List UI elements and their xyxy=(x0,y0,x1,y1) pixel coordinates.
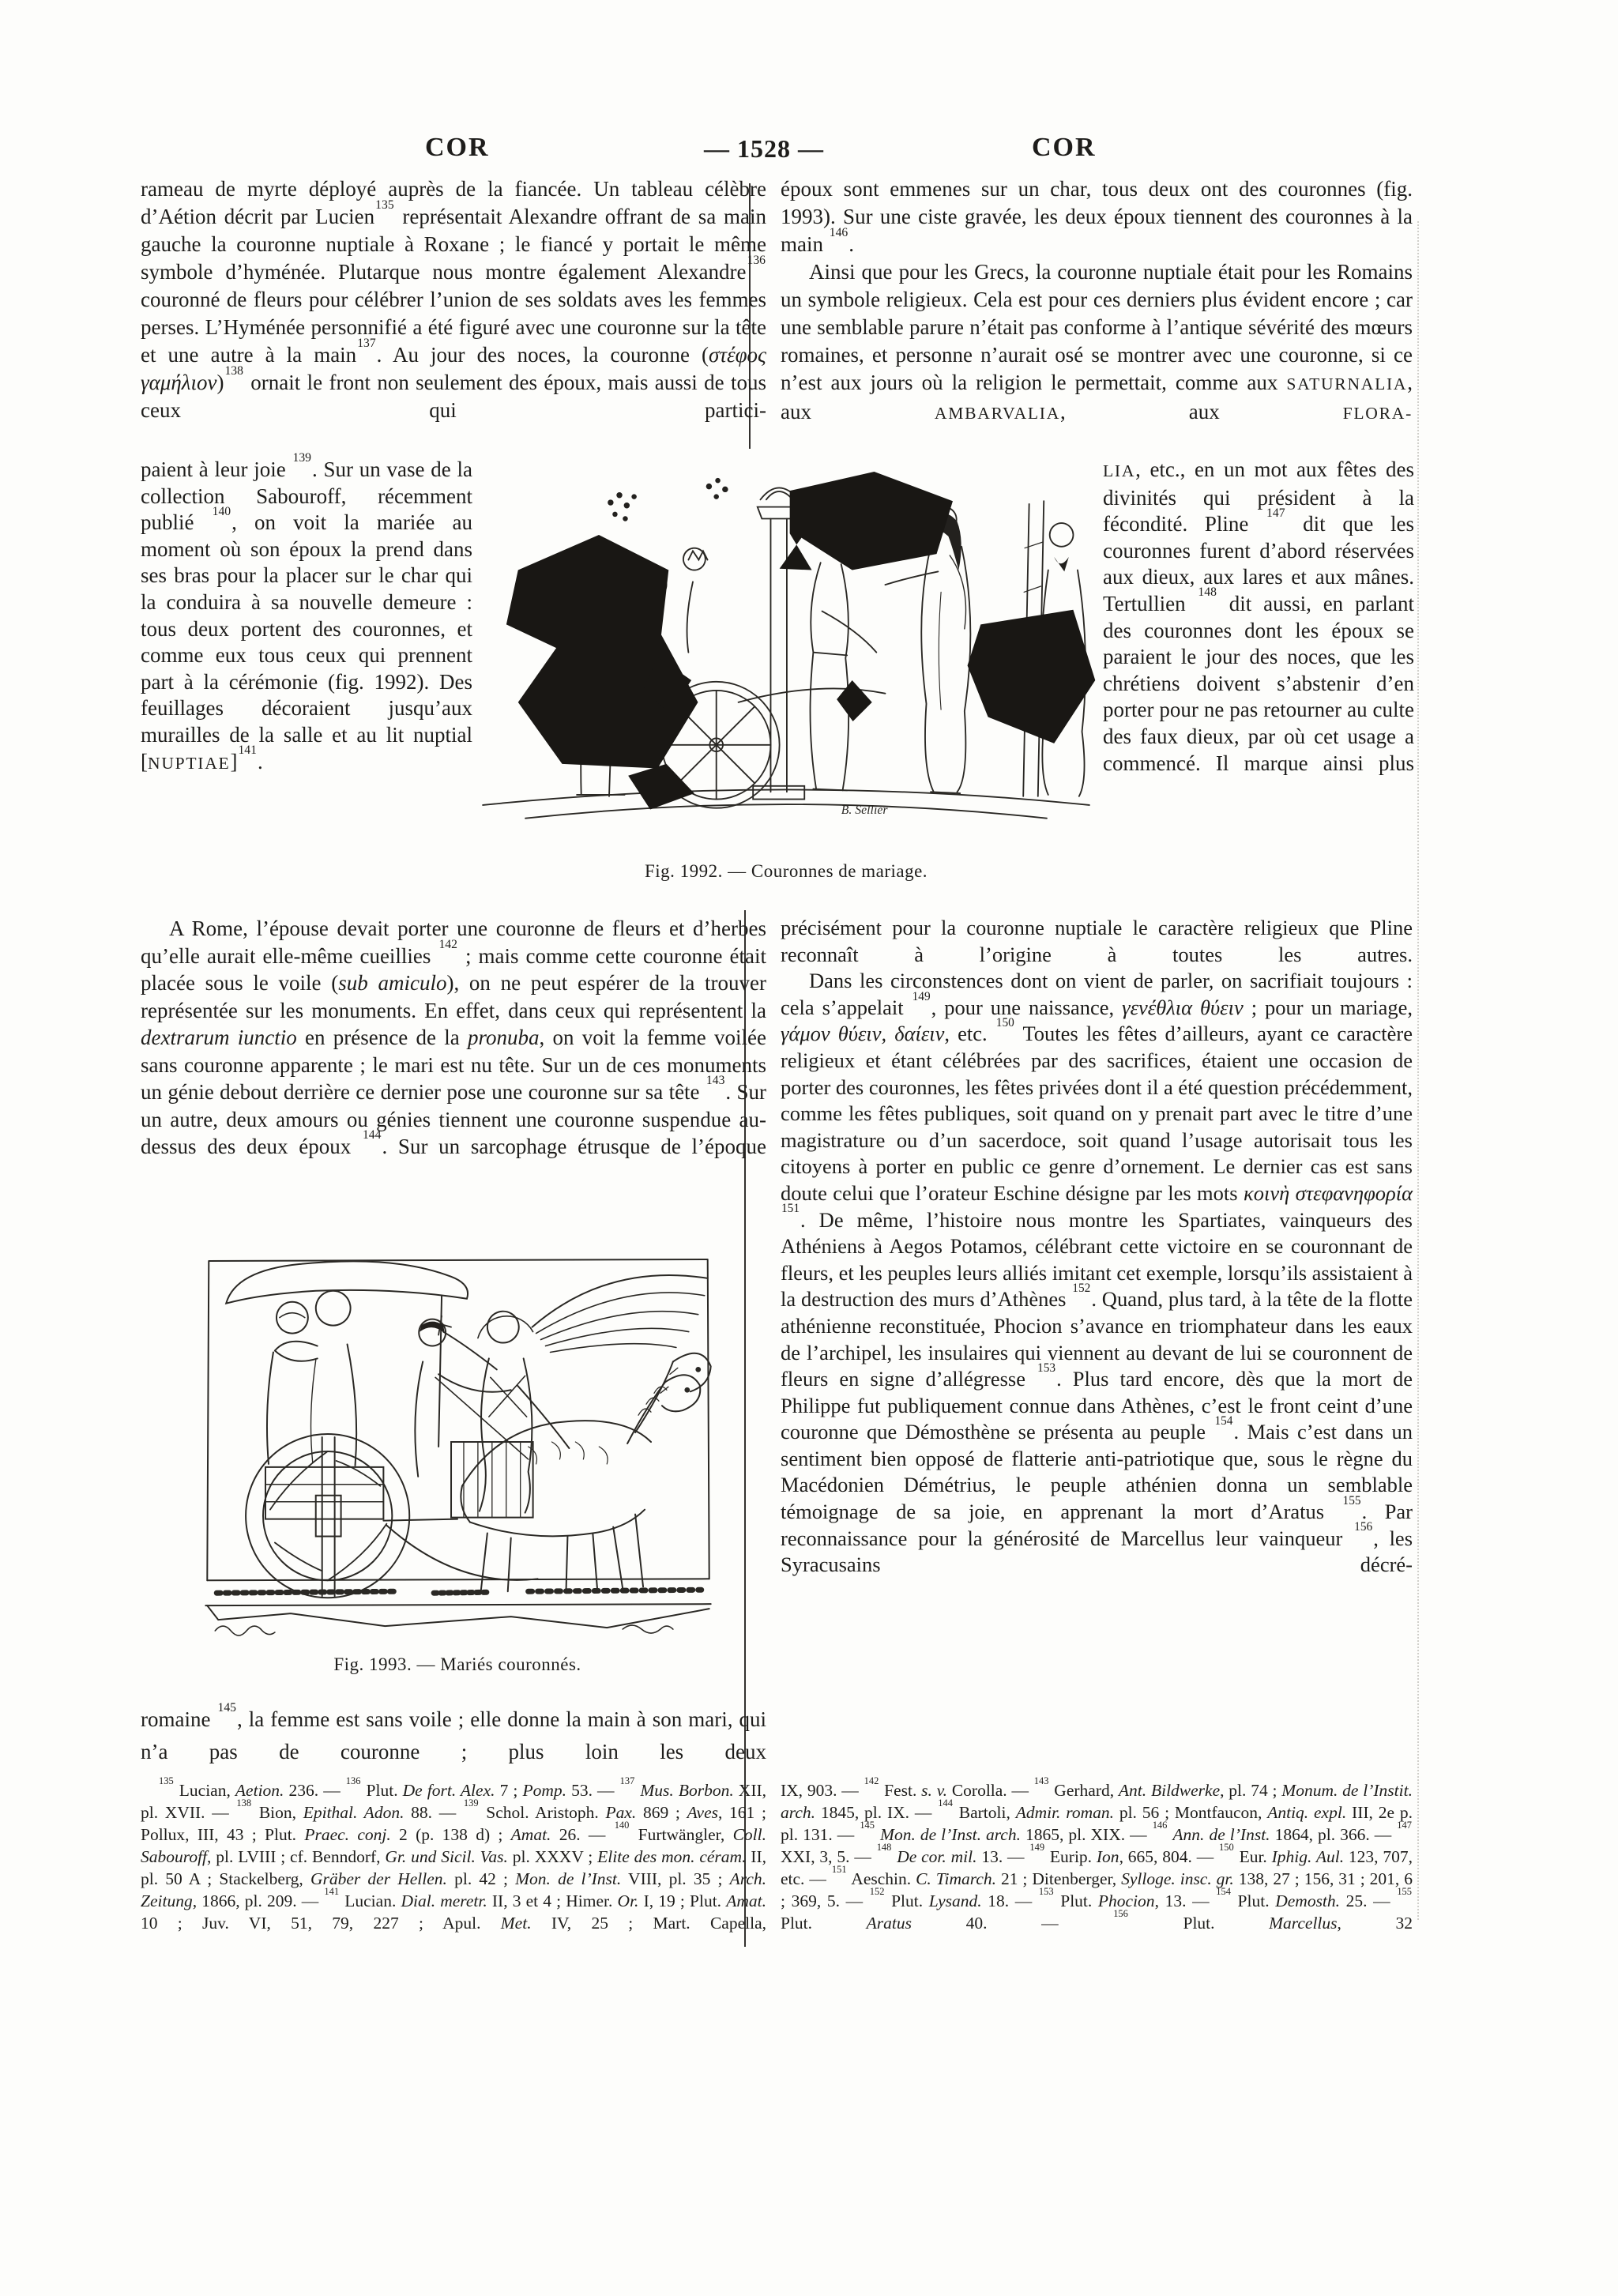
paragraph: Ainsi que pour les Grecs, la couronne nuptiale était pour les Romains un symbole religieux. Cela est pour ces derniers plus évident encore ; car une semblable parure n’était pas conforme à l’antique sévérité des mœurs romaines, et personne n’aurait osé se montrer avec une couronne, si ce n’est aux jours où la religion le permettait, comme aux SATURNALIA, aux AMBARVALIA, aux FLORA- xyxy=(781,260,1413,423)
paragraph: LIA, etc., en un mot aux fêtes des divinités qui président à la fécondité. Pline $^{147}$ dit que les couronnes furent d’abord réservées aux dieux, aux lares et aux mânes. Tertullien $^{148}$ dit aussi, en parlant des couronnes dont les époux se paraient le jour des noces, que les chrétiens doivent s’abstenir d’en porter pour ne pas retourner au culte des faux dieux, par où cet usage a commencé. Il marque ainsi plus xyxy=(1103,457,1414,775)
paragraph: Dans les circonstences dont on vient de parler, on sacrifiait toujours : cela s’appelait $^{149}$, pour une naissance, γενέθλια θύειν ; pour un mariage, γάμον θύειν, δαίειν, etc. $^{150}$ Toutes les fêtes d’ailleurs, ayant ce caractère religieux et étant célébrées par des sacrifices, étaient une occasion de porter des couronnes, les fêtes privées dont il a été question précédemment, comme les fêtes publiques, soit quand on y prenait part avec le titre d’une magistrature ou d’un sacerdoce, soit quand l’usage autorisait tous les citoyens à porter en public ce genre d’ornement. Le dernier cas est sans doute celui que l’orateur Eschine désigne par les mots κοινὴ στεφανηφορία $^{151}$. De même, l’histoire nous montre les Spartiates, vainqueurs des Athéniens à Aegos Potamos, célébrant cette victoire en se couronnant de fleurs, et les peuples leurs alliés imitant cet exemple, lorsqu’ils assistaient à la destruction des murs d’Athènes $^{152}$. Quand, plus tard, à la tête de la flotte athénienne reconstituée, Phocion s’avance en triomphateur dans les eaux de l’archipel, les insulaires qui viennent au devant de lui se couronnent de fleurs en signe d’allégresse $^{153}$. Plus tard encore, dès que la mort de Philippe fut publiquement connue dans Athènes, c’est le front ceint d’une couronne que Démosthène se présenta au peuple $^{154}$. Mais c’est dans un sentiment bien opposé de flatterie anti-patriotique que, sous le règne du Macédonien Démétrius, le peuple athénien donna un semblable témoignage de sa joie, en apprenant la mort d’Aratus $^{155}$. Par reconnaissance pour la générosité de Marcellus leur vainqueur $^{156}$, les Syracusains décré- xyxy=(781,969,1413,1577)
footnote-block: IX, 903. — $^{142}$ Fest. s. v. Corolla. — $^{143}$ Gerhard, Ant. Bildwerke, pl. 74 ; Monum. de l’Instit. arch. 1845, pl. IX. — $^{144}$ Bartoli, Admir. roman. pl. 56 ; Montfaucon, Antiq. expl. III, 2e p. pl. 131. — $^{145}$ Mon. de l’Inst. arch. 1865, pl. XIX. — $^{146}$ Ann. de l’Inst. 1864, pl. 366. — $^{147}$ XXI, 3, 5. — $^{148}$ De cor. mil. 13. — $^{149}$ Eurip. Ion, 665, 804. — $^{150}$ Eur. Iphig. Aul. 123, 707, etc. — $^{151}$ Aeschin. C. Timarch. 21 ; Ditenberger, Sylloge. insc. gr. 138, 27 ; 156, 31 ; 201, 6 ; 369, 5. — $^{152}$ Plut. Lysand. 18. — $^{153}$ Plut. Phocion, 13. — $^{154}$ Plut. Demosth. 25. — $^{155}$ Plut. Aratus 40. — $^{156}$ Plut. Marcellus, 32 xyxy=(781,1775,1413,1933)
left-column-middle-paragraph xyxy=(141,915,766,1161)
running-head-right: COR xyxy=(1032,133,1097,162)
right-column-top-paragraphs xyxy=(781,175,1413,427)
left-narrow-column xyxy=(141,451,472,777)
footnote-block: $^{135}$ Lucian, Aetion. 236. — $^{136}$ Plut. De fort. Alex. 7 ; Pomp. 53. — $^{137}$ Mus. Borbon. XII, pl. XVII. — $^{138}$ Bion, Epithal. Adon. 88. — $^{139}$ Schol. Aristoph. Pax. 869 ; Aves, 161 ; Pollux, III, 43 ; Plut. Praec. conj. 2 (p. 138 d) ; Amat. 26. — $^{140}$ Furtwängler, Coll. Sabouroff, pl. LVIII ; cf. Benndorf, Gr. und Sicil. Vas. pl. XXXV ; Elite des mon. céram. II, pl. 50 A ; Stackelberg, Gräber der Hellen. pl. 42 ; Mon. de l’Inst. VIII, pl. 35 ; Arch. Zeitung, 1866, pl. 209. — $^{141}$ Lucian. Dial. meretr. II, 3 et 4 ; Himer. Or. I, 19 ; Plut. Amat. 10 ; Juv. VI, 51, 79, 227 ; Apul. Met. IV, 25 ; Mart. Capella, xyxy=(141,1775,767,1933)
paragraph: époux sont emmenes sur un char, tous deux ont des couronnes (fig. 1993). Sur une ciste gravée, les deux époux tiennent des couronnes à la main $^{146}$. xyxy=(781,177,1413,256)
scan-edge-artifact xyxy=(1417,221,1420,1920)
left-column-top-paragraph xyxy=(141,175,766,424)
left-column-after-figure xyxy=(141,1703,766,1768)
figure-1992-caption: Fig. 1992. — Couronnes de mariage. xyxy=(644,861,928,881)
page-number: — 1528 — xyxy=(704,134,824,163)
footnotes-right xyxy=(781,1775,1413,1934)
right-narrow-column xyxy=(1103,457,1414,777)
figure-1993-caption: Fig. 1993. — Mariés couronnés. xyxy=(333,1654,581,1674)
figure-1992-engraving xyxy=(474,460,1098,827)
paragraph: paient à leur joie $^{139}$. Sur un vase de la collection Sabouroff, récemment publié $^{140}$, on voit la mariée au moment où son époux la prend dans ses bras pour la placer sur le char qui la conduira à sa nouvelle demeure : tous deux portent des couronnes, et comme eux tous ceux qui prennent part à la cérémonie (fig. 1992). Des feuillages décoraient jusqu’aux murailles de la salle et au lit nuptial [NUPTIAE]$^{141}$. xyxy=(141,451,472,773)
footnotes-left xyxy=(141,1775,767,1934)
figure-1993 xyxy=(198,1250,717,1639)
right-column-lower-paragraphs xyxy=(781,915,1413,1579)
paragraph: A Rome, l’épouse devait porter une couronne de fleurs et d’herbes qu’elle aurait elle-même cueillies $^{142}$ ; mais comme cette couronne était placée sous le voile (sub amiculo), on ne peut espérer de la trouver représentée sur les monuments. En effet, dans ceux qui représentent la dextrarum iunctio en présence de la pronuba, on voit la femme voilée sans couronne apparente ; le mari est nu tête. Sur un de ces monuments un génie debout derrière ce dernier pose une couronne sur sa tête $^{143}$. Sur un autre, deux amours ou génies tiennent une couronne suspendue au-dessus des deux époux $^{144}$. Sur un sarcophage étrusque de l’époque xyxy=(141,917,767,1158)
engraver-signature-left xyxy=(215,1626,275,1635)
paragraph: rameau de myrte déployé auprès de la fiancée. Un tableau célèbre d’Aétion décrit par Lucien$^{135}$ représentait Alexandre offrant de sa main gauche la couronne nuptiale à Roxane ; le fiancé y portait le même symbole d’hyménée. Plutarque nous montre également Alexandre$^{136}$ couronné de fleurs pour célébrer l’union de ses soldats aves les femmes perses. L’Hyménée personnifié a été figuré avec une couronne sur la tête et une autre à la main$^{137}$. Au jour des noces, la couronne (στέφος γαμήλιον)$^{138}$ ornait le front non seulement des époux, mais aussi de tous ceux qui partici- xyxy=(141,177,767,422)
paragraph: romaine $^{145}$, la femme est sans voile ; elle donne la main à son mari, qui n’a pas de couronne ; plus loin les deux xyxy=(141,1701,766,1763)
figure-1992 xyxy=(474,460,1098,827)
engraver-signature-right xyxy=(623,1625,673,1633)
paragraph: précisément pour la couronne nuptiale le caractère religieux que Pline reconnaît à l’origine à toutes les autres. xyxy=(781,916,1413,966)
engraver-signature-1992: B. Sellier xyxy=(841,804,888,818)
figure-1993-engraving xyxy=(198,1250,717,1639)
running-head-left: COR xyxy=(425,133,490,162)
